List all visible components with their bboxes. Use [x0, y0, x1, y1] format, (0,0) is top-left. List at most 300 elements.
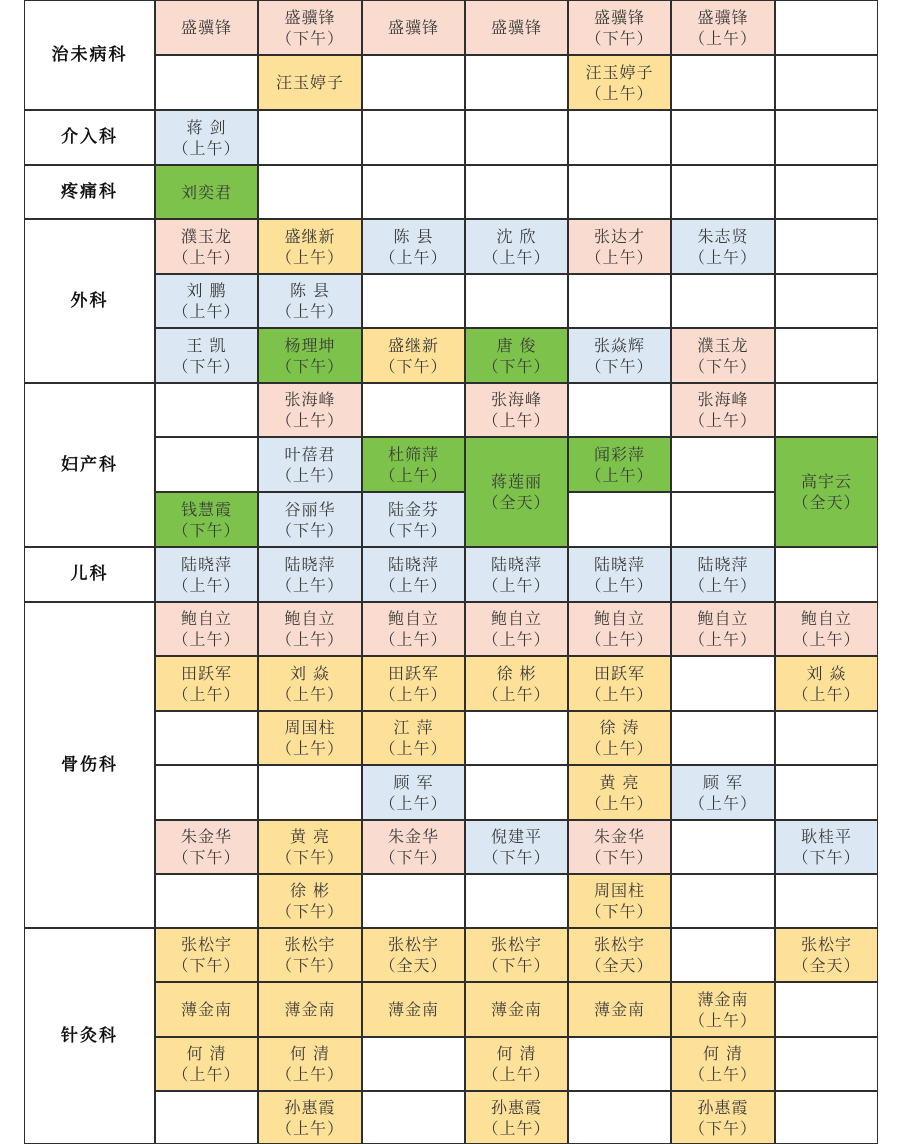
shift-time: （上午） [482, 411, 551, 430]
doctor-name: 张海峰 [490, 390, 542, 409]
doctor-name: 耿桂平 [800, 827, 852, 846]
doctor-name: 蒋 剑 [186, 117, 227, 137]
schedule-cell [465, 928, 568, 982]
shift-time: （上午） [585, 465, 654, 485]
doctor-name: 盛骥锋 [284, 7, 336, 27]
empty-cell [671, 165, 775, 219]
schedule-cell [155, 547, 258, 602]
doctor-name: 朱金华 [593, 827, 645, 846]
shift-time: （下午） [688, 1118, 757, 1138]
schedule-cell [155, 110, 258, 165]
schedule-cell [465, 1037, 568, 1091]
doctor-name: 刘奕君 [180, 182, 232, 202]
shift-time: （上午） [275, 630, 344, 649]
schedule-cell [155, 492, 258, 547]
dept-label: 针灸科 [61, 1025, 118, 1046]
schedule-cell [568, 219, 671, 274]
doctor-name: 倪建平 [490, 827, 542, 846]
doctor-name: 孙惠霞 [697, 1097, 749, 1117]
schedule-cell [465, 656, 568, 711]
empty-cell [465, 274, 568, 328]
doctor-name: 刘 焱 [806, 663, 847, 683]
empty-cell [155, 383, 258, 437]
empty-cell [671, 928, 775, 982]
doctor-name: 薄金南 [697, 989, 749, 1009]
doctor-name: 陆晓萍 [490, 554, 542, 574]
empty-cell [775, 0, 878, 55]
schedule-cell [155, 656, 258, 711]
doctor-name: 鲍自立 [697, 609, 749, 628]
empty-cell [362, 874, 465, 928]
shift-time: （下午） [585, 902, 654, 921]
shift-time: （下午） [482, 356, 551, 376]
shift-time: （上午） [688, 1065, 757, 1084]
shift-time: （上午） [172, 247, 241, 267]
doctor-name: 鲍自立 [800, 609, 852, 628]
doctor-name: 陆晓萍 [387, 554, 439, 574]
schedule-cell [671, 547, 775, 602]
doctor-name: 张焱辉 [593, 335, 645, 355]
doctor-name: 薄金南 [387, 1000, 439, 1019]
doctor-name: 顾 军 [393, 772, 434, 792]
schedule-cell [465, 982, 568, 1037]
dept-label: 介入科 [61, 127, 118, 147]
empty-cell [465, 110, 568, 165]
shift-time: （下午） [792, 848, 861, 867]
schedule-cell [362, 219, 465, 274]
doctor-name: 朱金华 [387, 827, 439, 846]
shift-time: （上午） [482, 1065, 551, 1084]
doctor-name: 盛骥锋 [180, 18, 232, 37]
schedule-cell [362, 820, 465, 874]
empty-cell [775, 711, 878, 765]
doctor-name: 鲍自立 [593, 609, 645, 628]
empty-cell [568, 1037, 671, 1091]
shift-time: （上午） [275, 1065, 344, 1084]
schedule-cell [258, 328, 362, 383]
schedule-cell [362, 437, 465, 492]
dept-zhiweibing [24, 0, 155, 110]
empty-cell [362, 110, 465, 165]
doctor-name: 朱金华 [180, 827, 232, 846]
empty-cell [775, 982, 878, 1037]
schedule-cell [568, 982, 671, 1037]
shift-time: （上午） [482, 247, 551, 267]
doctor-name: 汪玉婷子 [275, 73, 344, 92]
schedule-cell [362, 656, 465, 711]
doctor-name: 徐 彬 [496, 663, 537, 683]
shift-time: （上午） [379, 684, 448, 704]
shift-time: （上午） [172, 630, 241, 649]
dept-label: 儿科 [70, 564, 109, 584]
schedule-cell [568, 711, 671, 765]
schedule-cell [258, 219, 362, 274]
empty-cell [775, 328, 878, 383]
shift-time: （下午） [585, 28, 654, 48]
shift-time: （全天） [792, 493, 861, 512]
doctor-name: 周国柱 [284, 718, 336, 737]
doctor-name: 周国柱 [593, 881, 645, 900]
empty-cell [671, 55, 775, 110]
schedule-cell [671, 383, 775, 437]
shift-time: （下午） [275, 28, 344, 48]
empty-cell [362, 274, 465, 328]
schedule-cell [258, 982, 362, 1037]
doctor-name: 薄金南 [180, 1000, 232, 1019]
doctor-name: 张海峰 [697, 390, 749, 409]
doctor-name: 杜筛萍 [387, 444, 439, 464]
doctor-name: 徐 涛 [599, 718, 640, 737]
shift-time: （下午） [482, 848, 551, 867]
dept-label: 治未病科 [51, 44, 128, 65]
doctor-name: 鲍自立 [180, 609, 232, 628]
doctor-name: 张松宇 [387, 935, 439, 954]
shift-time: （下午） [172, 356, 241, 376]
shift-time: （上午） [379, 465, 448, 485]
shift-time: （上午） [688, 1010, 757, 1030]
shift-time: （上午） [585, 575, 654, 595]
empty-cell [671, 437, 775, 492]
doctor-name: 田跃军 [180, 663, 232, 683]
shift-time: （上午） [172, 138, 241, 158]
doctor-name: 钱慧霞 [180, 499, 232, 519]
doctor-name: 谷丽华 [284, 499, 336, 519]
doctor-name: 汪玉婷子 [585, 62, 654, 82]
schedule-cell [568, 437, 671, 492]
shift-time: （上午） [482, 630, 551, 649]
schedule-cell [465, 547, 568, 602]
schedule-cell [671, 0, 775, 55]
shift-time: （上午） [172, 575, 241, 595]
empty-cell [775, 274, 878, 328]
shift-time: （下午） [172, 848, 241, 867]
schedule-cell [465, 820, 568, 874]
schedule-cell [465, 0, 568, 55]
shift-time: （全天） [792, 956, 861, 975]
doctor-name: 陆晓萍 [180, 554, 232, 574]
schedule-cell [258, 656, 362, 711]
doctor-name: 张松宇 [284, 935, 336, 954]
schedule-cell [671, 219, 775, 274]
shift-time: （下午） [379, 356, 448, 376]
doctor-name: 盛骥锋 [697, 7, 749, 27]
shift-time: （下午） [585, 356, 654, 376]
schedule-cell [258, 55, 362, 110]
shift-time: （上午） [688, 793, 757, 813]
doctor-name: 朱志贤 [697, 226, 749, 246]
doctor-name: 张海峰 [284, 390, 336, 409]
dept-gushang [24, 602, 155, 928]
empty-cell [568, 165, 671, 219]
empty-cell [362, 383, 465, 437]
schedule-cell [258, 1091, 362, 1144]
doctor-name: 陆金芬 [387, 499, 439, 519]
doctor-name: 薄金南 [593, 1000, 645, 1019]
doctor-name: 叶蓓君 [284, 444, 336, 464]
doctor-name: 黄 亮 [599, 772, 640, 792]
shift-time: （上午） [275, 465, 344, 485]
shift-time: （上午） [482, 684, 551, 704]
dept-zhenjiu [24, 928, 155, 1144]
doctor-name: 黄 亮 [289, 827, 331, 846]
schedule-cell [775, 820, 878, 874]
empty-cell [465, 765, 568, 820]
schedule-cell [465, 219, 568, 274]
empty-cell [568, 274, 671, 328]
shift-time: （下午） [275, 520, 344, 540]
schedule-cell [671, 1091, 775, 1144]
schedule-cell [568, 820, 671, 874]
dept-fuchan [24, 383, 155, 547]
shift-time: （上午） [688, 575, 757, 595]
schedule-cell [258, 274, 362, 328]
empty-cell [362, 55, 465, 110]
doctor-name: 濮玉龙 [180, 226, 232, 246]
empty-cell [568, 492, 671, 547]
empty-cell [155, 1091, 258, 1144]
shift-time: （上午） [688, 411, 757, 430]
shift-time: （下午） [275, 902, 344, 921]
doctor-name: 陈 县 [393, 226, 434, 246]
doctor-name: 盛骥锋 [387, 18, 439, 37]
doctor-name: 陆晓萍 [593, 554, 645, 574]
dept-label: 骨伤科 [61, 754, 118, 775]
shift-time: （下午） [172, 956, 241, 975]
schedule-cell [568, 328, 671, 383]
doctor-name: 田跃军 [387, 663, 439, 683]
doctor-name: 何 清 [702, 1044, 744, 1063]
shift-time: （上午） [585, 684, 654, 704]
schedule-cell [465, 1091, 568, 1144]
schedule-cell [775, 602, 878, 656]
schedule-cell [568, 547, 671, 602]
empty-cell [775, 165, 878, 219]
doctor-name: 鲍自立 [284, 609, 336, 628]
shift-time: （下午） [275, 848, 344, 867]
shift-time: （上午） [585, 630, 654, 649]
doctor-name: 徐 彬 [289, 881, 331, 900]
schedule-cell [775, 928, 878, 982]
empty-cell [775, 1037, 878, 1091]
doctor-name: 张松宇 [490, 935, 542, 954]
schedule-cell [671, 765, 775, 820]
shift-time: （上午） [585, 793, 654, 813]
doctor-name: 张松宇 [800, 935, 852, 954]
empty-cell [775, 110, 878, 165]
dept-erke [24, 547, 155, 602]
doctor-name: 濮玉龙 [697, 335, 749, 355]
schedule-cell [362, 765, 465, 820]
empty-cell [775, 55, 878, 110]
shift-time: （上午） [275, 1118, 344, 1138]
empty-cell [362, 165, 465, 219]
empty-cell [775, 219, 878, 274]
schedule-cell [775, 656, 878, 711]
doctor-name: 陈 县 [289, 281, 331, 300]
schedule-cell [258, 874, 362, 928]
doctor-name: 鲍自立 [387, 609, 439, 628]
empty-cell [155, 765, 258, 820]
shift-time: （上午） [379, 575, 448, 595]
schedule-cell [465, 602, 568, 656]
empty-cell [671, 820, 775, 874]
doctor-name: 张达才 [593, 226, 645, 246]
dept-label: 外科 [70, 290, 109, 311]
shift-time: （上午） [688, 247, 757, 267]
schedule-cell [155, 820, 258, 874]
doctor-name: 高宇云 [800, 472, 852, 491]
shift-time: （上午） [379, 739, 448, 758]
empty-cell [568, 1091, 671, 1144]
schedule-cell [671, 328, 775, 383]
shift-time: （下午） [275, 956, 344, 975]
dept-waike [24, 219, 155, 383]
schedule-cell [568, 55, 671, 110]
schedule-cell [362, 928, 465, 982]
doctor-name: 何 清 [186, 1044, 227, 1063]
schedule-cell [258, 492, 362, 547]
shift-time: （上午） [585, 83, 654, 103]
shift-time: （上午） [275, 302, 344, 321]
empty-cell [465, 165, 568, 219]
shift-time: （下午） [585, 848, 654, 867]
shift-time: （上午） [792, 684, 861, 704]
doctor-name: 刘 鹏 [186, 281, 227, 300]
shift-time: （下午） [275, 356, 344, 376]
doctor-name: 张松宇 [180, 935, 232, 954]
shift-time: （上午） [688, 630, 757, 649]
shift-time: （上午） [379, 247, 448, 267]
shift-time: （上午） [792, 630, 861, 649]
empty-cell [155, 711, 258, 765]
schedule-cell [155, 982, 258, 1037]
doctor-name: 盛继新 [284, 226, 336, 246]
shift-time: （下午） [379, 520, 448, 540]
empty-cell [671, 110, 775, 165]
doctor-name: 鲍自立 [490, 609, 542, 628]
shift-time: （上午） [172, 302, 241, 321]
schedule-cell [568, 656, 671, 711]
empty-cell [155, 437, 258, 492]
schedule-cell [465, 437, 568, 547]
doctor-name: 陆晓萍 [284, 554, 336, 574]
shift-time: （上午） [275, 411, 344, 430]
schedule-cell [568, 602, 671, 656]
schedule-cell [568, 765, 671, 820]
doctor-name: 盛骥锋 [490, 18, 542, 37]
doctor-name: 孙惠霞 [490, 1097, 542, 1117]
schedule-cell [258, 602, 362, 656]
schedule-cell [155, 0, 258, 55]
schedule-cell [155, 219, 258, 274]
shift-time: （下午） [172, 520, 241, 540]
schedule-cell [258, 1037, 362, 1091]
schedule-cell [258, 547, 362, 602]
schedule-cell [362, 982, 465, 1037]
shift-time: （上午） [688, 28, 757, 48]
schedule-cell [155, 328, 258, 383]
shift-time: （上午） [275, 739, 344, 758]
schedule-cell [568, 0, 671, 55]
doctor-name: 张松宇 [593, 935, 645, 954]
empty-cell [155, 874, 258, 928]
schedule-cell [258, 383, 362, 437]
empty-cell [568, 110, 671, 165]
dept-label: 妇产科 [61, 454, 118, 475]
doctor-name: 王 凯 [186, 335, 227, 355]
shift-time: （上午） [172, 684, 241, 704]
doctor-name: 江 萍 [393, 718, 434, 737]
empty-cell [775, 383, 878, 437]
schedule-cell [155, 602, 258, 656]
empty-cell [671, 874, 775, 928]
dept-tengtong [24, 165, 155, 219]
doctor-name: 刘 焱 [289, 663, 331, 683]
schedule-cell [258, 711, 362, 765]
shift-time: （下午） [379, 848, 448, 867]
doctor-name: 何 清 [289, 1044, 331, 1063]
schedule-cell [155, 274, 258, 328]
shift-time: （上午） [585, 739, 654, 758]
doctor-name: 陆晓萍 [697, 554, 749, 574]
empty-cell [775, 874, 878, 928]
doctor-name: 闻彩萍 [593, 444, 645, 464]
doctor-name: 杨理坤 [284, 335, 336, 355]
empty-cell [362, 1037, 465, 1091]
shift-time: （上午） [275, 684, 344, 704]
shift-time: （上午） [275, 575, 344, 595]
empty-cell [155, 55, 258, 110]
schedule-cell [465, 328, 568, 383]
doctor-name: 薄金南 [490, 1000, 542, 1019]
empty-cell [362, 1091, 465, 1144]
doctor-name: 薄金南 [284, 1000, 336, 1019]
shift-time: （下午） [688, 356, 757, 376]
empty-cell [258, 165, 362, 219]
doctor-name: 盛骥锋 [593, 7, 645, 27]
schedule-cell [775, 437, 878, 547]
shift-time: （全天） [379, 956, 448, 975]
shift-time: （全天） [482, 493, 551, 512]
shift-time: （上午） [482, 575, 551, 595]
schedule-cell [155, 1037, 258, 1091]
schedule-cell [568, 874, 671, 928]
empty-cell [671, 656, 775, 711]
shift-time: （下午） [482, 956, 551, 975]
shift-time: （上午） [275, 247, 344, 267]
doctor-name: 顾 军 [702, 772, 744, 792]
schedule-cell [258, 928, 362, 982]
schedule-cell [362, 711, 465, 765]
schedule-cell [362, 492, 465, 547]
empty-cell [568, 383, 671, 437]
empty-cell [671, 274, 775, 328]
schedule-cell [362, 328, 465, 383]
schedule-cell [258, 820, 362, 874]
empty-cell [465, 874, 568, 928]
empty-cell [775, 765, 878, 820]
schedule-cell [258, 437, 362, 492]
schedule-cell [362, 547, 465, 602]
shift-time: （上午） [379, 793, 448, 813]
empty-cell [671, 492, 775, 547]
empty-cell [775, 547, 878, 602]
doctor-name: 盛继新 [387, 335, 439, 355]
schedule-cell [671, 982, 775, 1037]
doctor-name: 唐 俊 [496, 335, 537, 355]
doctor-name: 何 清 [496, 1044, 537, 1063]
doctor-name: 蒋莲丽 [490, 472, 542, 491]
